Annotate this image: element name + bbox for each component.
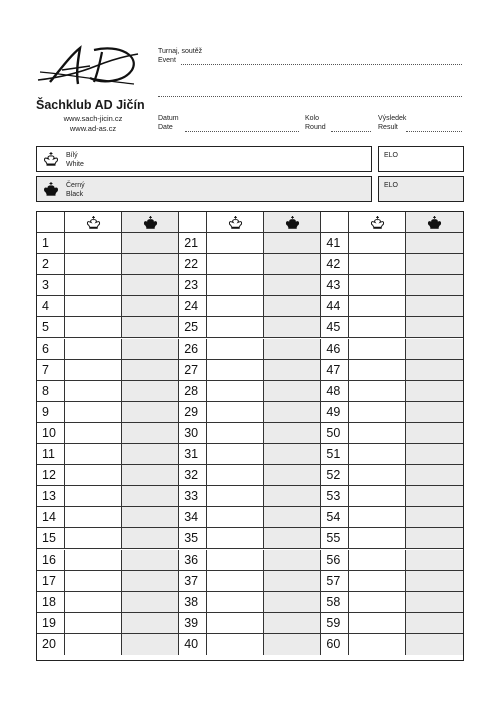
- black-move-cell[interactable]: [406, 254, 463, 275]
- black-move-cell[interactable]: [406, 296, 463, 317]
- event-field-line-2[interactable]: [158, 96, 462, 97]
- black-move-cell[interactable]: [406, 528, 463, 549]
- white-elo-label: ELO: [384, 152, 399, 159]
- move-number: 19: [37, 613, 65, 634]
- move-number: 52: [321, 465, 349, 486]
- black-move-cell[interactable]: [406, 465, 463, 486]
- black-move-cell[interactable]: [264, 634, 321, 655]
- black-move-cell[interactable]: [122, 634, 179, 655]
- black-king-icon: [427, 215, 442, 230]
- black-king-icon: [285, 215, 300, 230]
- move-number: 12: [37, 465, 65, 486]
- black-move-cell[interactable]: [122, 381, 179, 402]
- date-field[interactable]: [185, 131, 299, 132]
- header-white-cell: [349, 212, 406, 233]
- black-move-cell[interactable]: [406, 381, 463, 402]
- move-number: 7: [37, 360, 65, 381]
- event-label-cz: Turnaj, soutěž: [158, 48, 203, 55]
- white-move-cell[interactable]: [65, 571, 122, 592]
- move-number: 15: [37, 528, 65, 549]
- move-number: 59: [321, 613, 349, 634]
- black-move-cell[interactable]: [406, 507, 463, 528]
- black-move-cell[interactable]: [406, 317, 463, 338]
- black-move-cell[interactable]: [406, 571, 463, 592]
- black-move-cell[interactable]: [264, 550, 321, 571]
- white-move-cell[interactable]: [207, 339, 264, 360]
- white-move-cell[interactable]: [65, 360, 122, 381]
- black-move-cell[interactable]: [406, 444, 463, 465]
- white-king-icon: [370, 215, 385, 230]
- black-move-cell[interactable]: [264, 402, 321, 423]
- result-label-cz: Výsledek: [378, 115, 407, 122]
- black-move-cell[interactable]: [122, 254, 179, 275]
- white-move-cell[interactable]: [349, 339, 406, 360]
- white-move-cell[interactable]: [65, 486, 122, 507]
- black-label-en: Black: [66, 191, 84, 198]
- move-number: 29: [179, 402, 207, 423]
- white-move-cell[interactable]: [207, 423, 264, 444]
- white-move-cell[interactable]: [349, 233, 406, 254]
- black-move-cell[interactable]: [264, 444, 321, 465]
- move-number: 48: [321, 381, 349, 402]
- header-move-number-cell: [37, 212, 65, 233]
- white-move-cell[interactable]: [207, 317, 264, 338]
- black-move-cell[interactable]: [406, 613, 463, 634]
- white-move-cell[interactable]: [349, 254, 406, 275]
- black-move-cell[interactable]: [122, 275, 179, 296]
- white-move-cell[interactable]: [65, 550, 122, 571]
- move-number: 41: [321, 233, 349, 254]
- black-elo-label: ELO: [384, 182, 399, 189]
- black-move-cell[interactable]: [264, 465, 321, 486]
- header-white-cell: [207, 212, 264, 233]
- move-number: 21: [179, 233, 207, 254]
- black-move-cell[interactable]: [122, 339, 179, 360]
- black-move-cell[interactable]: [122, 592, 179, 613]
- move-number: 43: [321, 275, 349, 296]
- black-move-cell[interactable]: [122, 613, 179, 634]
- black-move-cell[interactable]: [122, 317, 179, 338]
- black-move-cell[interactable]: [406, 275, 463, 296]
- white-move-cell[interactable]: [65, 339, 122, 360]
- black-move-cell[interactable]: [264, 233, 321, 254]
- white-move-cell[interactable]: [349, 507, 406, 528]
- move-number: 23: [179, 275, 207, 296]
- header-move-number-cell: [179, 212, 207, 233]
- white-move-cell[interactable]: [349, 486, 406, 507]
- white-move-cell[interactable]: [207, 507, 264, 528]
- white-move-cell[interactable]: [349, 317, 406, 338]
- black-move-cell[interactable]: [122, 465, 179, 486]
- result-field[interactable]: [406, 131, 462, 132]
- white-move-cell[interactable]: [349, 275, 406, 296]
- move-number: 60: [321, 634, 349, 655]
- white-move-cell[interactable]: [65, 275, 122, 296]
- black-move-cell[interactable]: [264, 296, 321, 317]
- black-move-cell[interactable]: [122, 402, 179, 423]
- black-move-cell[interactable]: [264, 360, 321, 381]
- header-black-cell: [122, 212, 179, 233]
- move-number: 45: [321, 317, 349, 338]
- move-number: 14: [37, 507, 65, 528]
- move-number: 46: [321, 339, 349, 360]
- black-move-cell[interactable]: [122, 486, 179, 507]
- move-number: 40: [179, 634, 207, 655]
- white-move-cell[interactable]: [207, 634, 264, 655]
- move-number: 49: [321, 402, 349, 423]
- white-move-cell[interactable]: [349, 550, 406, 571]
- move-number: 57: [321, 571, 349, 592]
- black-move-cell[interactable]: [264, 592, 321, 613]
- white-move-cell[interactable]: [207, 613, 264, 634]
- black-move-cell[interactable]: [122, 444, 179, 465]
- black-move-cell[interactable]: [406, 592, 463, 613]
- white-move-cell[interactable]: [65, 634, 122, 655]
- black-move-cell[interactable]: [264, 254, 321, 275]
- white-king-icon: [228, 215, 243, 230]
- white-move-cell[interactable]: [349, 465, 406, 486]
- black-move-cell[interactable]: [406, 486, 463, 507]
- move-number: 18: [37, 592, 65, 613]
- black-move-cell[interactable]: [122, 528, 179, 549]
- black-move-cell[interactable]: [406, 550, 463, 571]
- move-number: 34: [179, 507, 207, 528]
- move-number: 47: [321, 360, 349, 381]
- black-move-cell[interactable]: [122, 296, 179, 317]
- move-number: 27: [179, 360, 207, 381]
- white-move-cell[interactable]: [349, 592, 406, 613]
- move-number: 25: [179, 317, 207, 338]
- black-move-cell[interactable]: [122, 550, 179, 571]
- white-move-cell[interactable]: [349, 423, 406, 444]
- black-move-cell[interactable]: [264, 571, 321, 592]
- white-move-cell[interactable]: [65, 613, 122, 634]
- white-move-cell[interactable]: [349, 381, 406, 402]
- move-number: 44: [321, 296, 349, 317]
- black-king-icon: [43, 181, 59, 197]
- white-move-cell[interactable]: [207, 254, 264, 275]
- black-move-cell[interactable]: [122, 423, 179, 444]
- white-move-cell[interactable]: [65, 507, 122, 528]
- black-move-cell[interactable]: [406, 634, 463, 655]
- white-move-cell[interactable]: [207, 275, 264, 296]
- white-move-cell[interactable]: [65, 296, 122, 317]
- move-number: 56: [321, 550, 349, 571]
- black-move-cell[interactable]: [406, 402, 463, 423]
- date-label-cz: Datum: [158, 115, 179, 122]
- move-number: 17: [37, 571, 65, 592]
- white-move-cell[interactable]: [349, 613, 406, 634]
- event-label-en: Event: [158, 57, 176, 64]
- white-move-cell[interactable]: [65, 317, 122, 338]
- white-move-cell[interactable]: [349, 296, 406, 317]
- white-move-cell[interactable]: [65, 233, 122, 254]
- white-label-cz: Bílý: [66, 152, 78, 159]
- white-move-cell[interactable]: [207, 296, 264, 317]
- header-white-cell: [65, 212, 122, 233]
- black-player-box[interactable]: [36, 176, 372, 202]
- white-move-cell[interactable]: [207, 381, 264, 402]
- black-move-cell[interactable]: [264, 381, 321, 402]
- white-move-cell[interactable]: [65, 444, 122, 465]
- move-number: 10: [37, 423, 65, 444]
- club-name: Šachklub AD Jičín: [36, 98, 145, 112]
- white-move-cell[interactable]: [207, 571, 264, 592]
- white-move-cell[interactable]: [349, 360, 406, 381]
- move-number: 31: [179, 444, 207, 465]
- move-number: 32: [179, 465, 207, 486]
- white-move-cell[interactable]: [349, 634, 406, 655]
- move-number: 8: [37, 381, 65, 402]
- black-move-cell[interactable]: [264, 486, 321, 507]
- white-elo-box[interactable]: [378, 146, 464, 172]
- move-number: 9: [37, 402, 65, 423]
- white-move-cell[interactable]: [207, 592, 264, 613]
- move-number: 13: [37, 486, 65, 507]
- black-move-cell[interactable]: [122, 571, 179, 592]
- white-move-cell[interactable]: [207, 444, 264, 465]
- black-move-cell[interactable]: [406, 339, 463, 360]
- white-player-box[interactable]: [36, 146, 372, 172]
- header-black-cell: [264, 212, 321, 233]
- white-move-cell[interactable]: [207, 465, 264, 486]
- event-field-line-1[interactable]: [181, 64, 462, 65]
- white-move-cell[interactable]: [65, 592, 122, 613]
- black-move-cell[interactable]: [264, 317, 321, 338]
- move-number: 30: [179, 423, 207, 444]
- black-move-cell[interactable]: [122, 507, 179, 528]
- black-move-cell[interactable]: [264, 423, 321, 444]
- move-number: 28: [179, 381, 207, 402]
- move-number: 39: [179, 613, 207, 634]
- white-move-cell[interactable]: [207, 360, 264, 381]
- club-logo-icon: [36, 44, 140, 88]
- white-move-cell[interactable]: [65, 381, 122, 402]
- black-move-cell[interactable]: [406, 233, 463, 254]
- white-label-en: White: [66, 161, 84, 168]
- move-number: 37: [179, 571, 207, 592]
- white-move-cell[interactable]: [207, 233, 264, 254]
- move-number: 36: [179, 550, 207, 571]
- move-number: 42: [321, 254, 349, 275]
- move-number: 54: [321, 507, 349, 528]
- move-number: 53: [321, 486, 349, 507]
- white-move-cell[interactable]: [349, 402, 406, 423]
- white-king-icon: [43, 151, 59, 167]
- white-move-cell[interactable]: [65, 254, 122, 275]
- white-move-cell[interactable]: [349, 444, 406, 465]
- round-label-en: Round: [305, 124, 326, 131]
- move-number: 51: [321, 444, 349, 465]
- white-move-cell[interactable]: [65, 402, 122, 423]
- move-number: 24: [179, 296, 207, 317]
- black-king-icon: [143, 215, 158, 230]
- white-move-cell[interactable]: [207, 486, 264, 507]
- white-move-cell[interactable]: [207, 528, 264, 549]
- white-move-cell[interactable]: [207, 402, 264, 423]
- move-number: 55: [321, 528, 349, 549]
- black-move-cell[interactable]: [264, 275, 321, 296]
- move-number: 11: [37, 444, 65, 465]
- round-field[interactable]: [331, 131, 371, 132]
- club-website-1: www.sach-jicin.cz: [63, 114, 123, 123]
- black-move-cell[interactable]: [264, 613, 321, 634]
- header-black-cell: [406, 212, 463, 233]
- white-move-cell[interactable]: [65, 465, 122, 486]
- move-number: 3: [37, 275, 65, 296]
- move-number: 5: [37, 317, 65, 338]
- white-king-icon: [86, 215, 101, 230]
- moves-table: [36, 211, 464, 661]
- white-move-cell[interactable]: [349, 528, 406, 549]
- black-move-cell[interactable]: [264, 507, 321, 528]
- move-number: 6: [37, 339, 65, 360]
- black-move-cell[interactable]: [406, 360, 463, 381]
- black-move-cell[interactable]: [264, 528, 321, 549]
- move-number: 26: [179, 339, 207, 360]
- black-move-cell[interactable]: [406, 423, 463, 444]
- result-label-en: Result: [378, 124, 398, 131]
- black-move-cell[interactable]: [122, 233, 179, 254]
- date-label-en: Date: [158, 124, 173, 131]
- black-elo-box[interactable]: [378, 176, 464, 202]
- black-label-cz: Černý: [66, 182, 85, 189]
- black-move-cell[interactable]: [122, 360, 179, 381]
- move-number: 16: [37, 550, 65, 571]
- move-number: 2: [37, 254, 65, 275]
- white-move-cell[interactable]: [65, 528, 122, 549]
- round-label-cz: Kolo: [305, 115, 320, 122]
- header-move-number-cell: [321, 212, 349, 233]
- move-number: 1: [37, 233, 65, 254]
- white-move-cell[interactable]: [207, 550, 264, 571]
- move-number: 4: [37, 296, 65, 317]
- move-number: 35: [179, 528, 207, 549]
- club-website-2: www.ad-as.cz: [69, 124, 117, 133]
- move-number: 58: [321, 592, 349, 613]
- white-move-cell[interactable]: [349, 571, 406, 592]
- move-number: 33: [179, 486, 207, 507]
- move-number: 20: [37, 634, 65, 655]
- black-move-cell[interactable]: [264, 339, 321, 360]
- move-number: 22: [179, 254, 207, 275]
- move-number: 38: [179, 592, 207, 613]
- white-move-cell[interactable]: [65, 423, 122, 444]
- move-number: 50: [321, 423, 349, 444]
